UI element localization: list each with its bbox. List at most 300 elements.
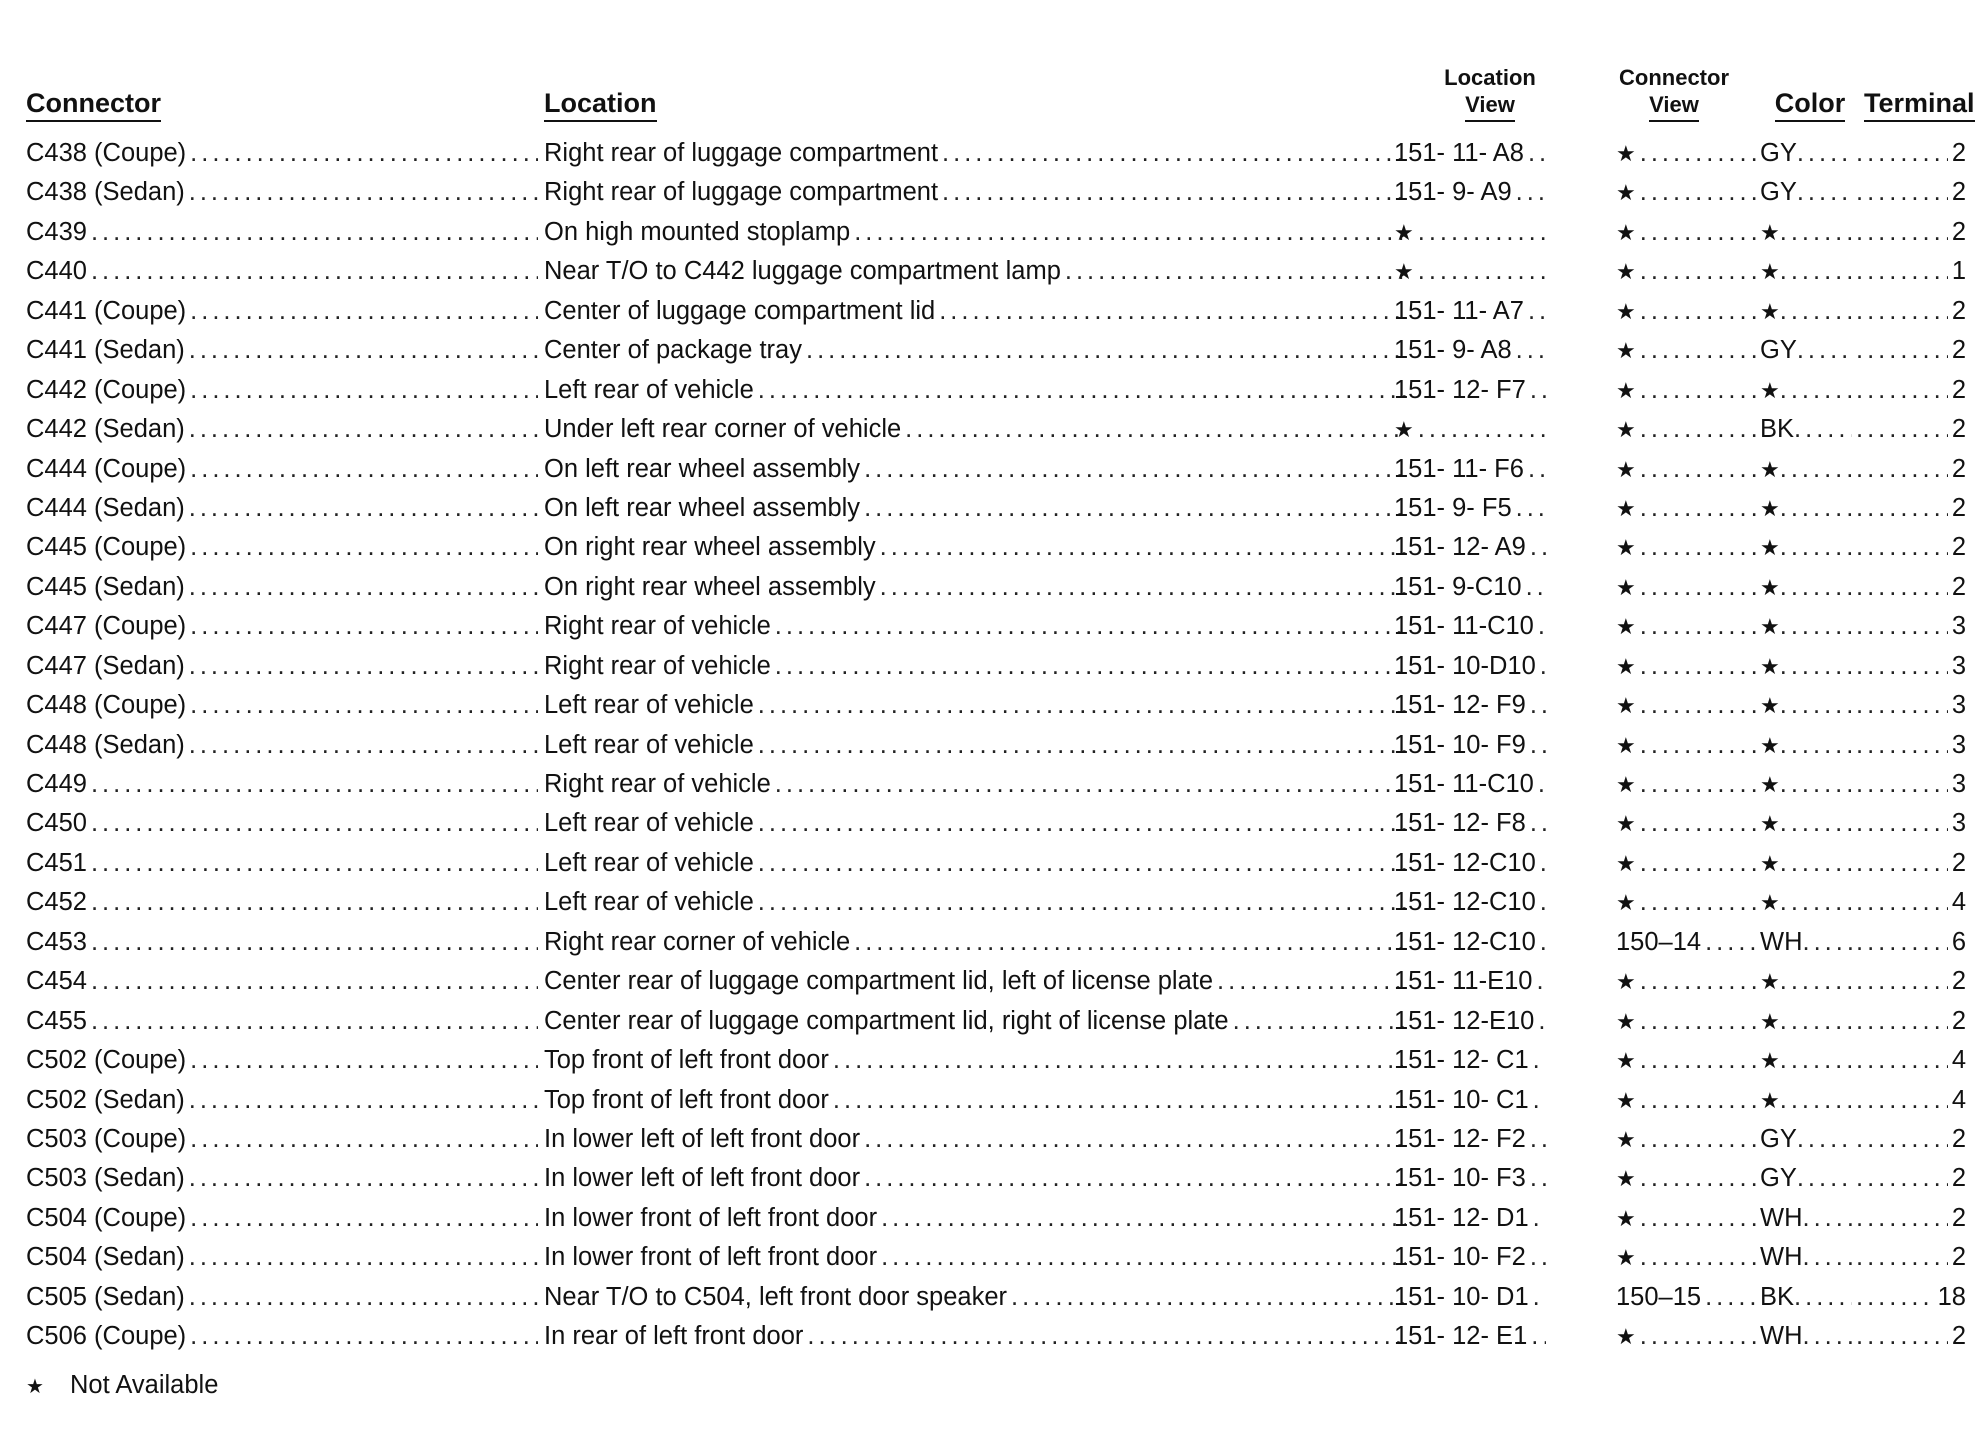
leader-dots	[190, 1317, 538, 1356]
terminal-cell	[1856, 568, 1966, 607]
leader-dots	[190, 607, 538, 646]
table-row	[26, 765, 1966, 804]
connector-view-cell	[1612, 134, 1756, 173]
location-cell	[544, 252, 1406, 291]
color-cell	[1756, 292, 1852, 331]
leader-dots	[1640, 173, 1756, 212]
leader-dots	[1533, 1199, 1546, 1238]
terminal-value: 2	[1951, 533, 1966, 562]
connector-id: C444 (Coupe)	[26, 450, 190, 489]
leader-dots	[190, 1120, 538, 1159]
leader-dots	[1640, 489, 1756, 528]
table-row	[26, 962, 1966, 1001]
location-text: Center rear of luggage compartment lid, left of license plate	[544, 962, 1217, 1001]
leader-dots	[1856, 765, 1948, 804]
location-text: Left rear of vehicle	[544, 726, 758, 765]
connector-view-value: ★	[1616, 1048, 1636, 1074]
terminal-cell	[1856, 962, 1966, 1001]
terminal-value: 2	[1951, 415, 1966, 444]
terminal-cell	[1856, 1238, 1966, 1277]
header-connector-label: Connector	[26, 88, 161, 122]
location-text: Left rear of vehicle	[544, 804, 758, 843]
connector-id: C447 (Coupe)	[26, 607, 190, 646]
leader-dots	[1780, 489, 1852, 528]
leader-dots	[189, 489, 538, 528]
leader-dots	[190, 1041, 538, 1080]
location-cell	[544, 726, 1406, 765]
location-view-cell	[1390, 528, 1546, 567]
leader-dots	[1856, 1081, 1948, 1120]
color-value: ★	[1760, 1008, 1780, 1034]
connector-cell	[26, 962, 538, 1001]
connector-view-cell	[1612, 726, 1756, 765]
leader-dots	[1856, 804, 1948, 843]
leader-dots	[758, 844, 1406, 883]
leader-dots	[1780, 1081, 1852, 1120]
connector-id: C440	[26, 252, 91, 291]
connector-id: C505 (Sedan)	[26, 1278, 189, 1317]
leader-dots	[91, 923, 538, 962]
connector-cell	[26, 371, 538, 410]
terminal-value: 2	[1951, 572, 1966, 601]
connector-view-cell	[1612, 1002, 1756, 1041]
color-value: GY	[1760, 336, 1797, 365]
location-cell	[544, 371, 1406, 410]
leader-dots	[1528, 134, 1546, 173]
connector-view-cell	[1612, 528, 1756, 567]
connector-view-cell	[1612, 371, 1756, 410]
table-row	[26, 252, 1966, 291]
location-cell	[544, 1041, 1406, 1080]
connector-view-value: ★	[1616, 811, 1636, 837]
connector-view-value: ★	[1616, 219, 1636, 245]
terminal-value: 2	[1951, 1006, 1966, 1035]
leader-dots	[190, 686, 538, 725]
location-text: Center of luggage compartment lid	[544, 292, 939, 331]
terminal-cell	[1856, 173, 1966, 212]
color-cell	[1756, 686, 1852, 725]
leader-dots	[1530, 804, 1546, 843]
connector-view-cell	[1612, 1120, 1756, 1159]
location-cell	[544, 607, 1406, 646]
table-row	[26, 331, 1966, 370]
leader-dots	[1780, 962, 1852, 1001]
leader-dots	[190, 134, 538, 173]
leader-dots	[864, 1159, 1406, 1198]
location-cell	[544, 804, 1406, 843]
color-cell	[1756, 1159, 1852, 1198]
location-view-value: 151- 9-C10	[1394, 572, 1522, 601]
terminal-cell	[1856, 1041, 1966, 1080]
connector-cell	[26, 765, 538, 804]
location-cell	[544, 173, 1406, 212]
connector-id: C450	[26, 804, 91, 843]
connector-view-value: ★	[1616, 890, 1636, 916]
terminal-cell	[1856, 1159, 1966, 1198]
leader-dots	[1528, 292, 1546, 331]
color-cell	[1756, 647, 1852, 686]
star-icon: ★	[26, 1375, 44, 1398]
leader-dots	[1856, 528, 1948, 567]
connector-view-value: ★	[1616, 614, 1636, 640]
leader-dots	[1526, 568, 1546, 607]
connector-id: C444 (Sedan)	[26, 489, 189, 528]
terminal-value: 3	[1951, 612, 1966, 641]
color-value: ★	[1760, 495, 1780, 521]
location-view-value: 151- 12- F7	[1394, 375, 1526, 404]
location-view-value: 151- 10-D10	[1394, 651, 1536, 680]
terminal-cell	[1856, 1002, 1966, 1041]
location-text: Left rear of vehicle	[544, 844, 758, 883]
color-value: ★	[1760, 890, 1780, 916]
color-value: BK	[1760, 1282, 1795, 1311]
leader-dots	[1705, 923, 1756, 962]
leader-dots	[1640, 1238, 1756, 1277]
leader-dots	[1233, 1002, 1406, 1041]
location-text: Top front of left front door	[544, 1041, 833, 1080]
color-value: WH	[1760, 1322, 1803, 1351]
connector-id: C445 (Sedan)	[26, 568, 189, 607]
leader-dots	[1780, 804, 1852, 843]
leader-dots	[1856, 1199, 1948, 1238]
table-row	[26, 883, 1966, 922]
leader-dots	[1705, 1278, 1756, 1317]
color-value: ★	[1760, 693, 1780, 719]
leader-dots	[939, 292, 1406, 331]
location-view-cell	[1390, 1199, 1546, 1238]
color-value: GY	[1760, 139, 1797, 167]
location-text: Under left rear corner of vehicle	[544, 410, 905, 449]
leader-dots	[864, 489, 1406, 528]
location-view-cell	[1390, 804, 1546, 843]
terminal-value: 4	[1951, 1085, 1966, 1114]
connector-cell	[26, 844, 538, 883]
location-text: Center of package tray	[544, 331, 806, 370]
leader-dots	[1640, 371, 1756, 410]
terminal-value: 4	[1951, 888, 1966, 917]
leader-dots	[1640, 804, 1756, 843]
leader-dots	[1640, 726, 1756, 765]
location-view-value: 151- 11-C10	[1394, 612, 1534, 641]
connector-cell	[26, 804, 538, 843]
color-cell	[1756, 1120, 1852, 1159]
location-view-cell	[1390, 292, 1546, 331]
location-view-value: 151- 12- F9	[1394, 691, 1526, 720]
leader-dots	[833, 1081, 1406, 1120]
header-location	[544, 88, 657, 122]
color-cell	[1756, 1278, 1852, 1317]
connector-view-value: ★	[1616, 495, 1636, 521]
leader-dots	[1856, 252, 1948, 291]
leader-dots	[1533, 1041, 1546, 1080]
leader-dots	[91, 883, 538, 922]
leader-dots	[880, 528, 1406, 567]
leader-dots	[1640, 450, 1756, 489]
location-text: Right rear corner of vehicle	[544, 923, 854, 962]
connector-view-cell	[1612, 450, 1756, 489]
leader-dots	[1640, 647, 1756, 686]
connector-id: C503 (Sedan)	[26, 1159, 189, 1198]
table-row	[26, 1238, 1966, 1277]
connector-id: C502 (Coupe)	[26, 1041, 190, 1080]
terminal-cell	[1856, 213, 1966, 252]
leader-dots	[1538, 765, 1546, 804]
terminal-value: 2	[1951, 967, 1966, 996]
leader-dots	[190, 371, 538, 410]
connector-cell	[26, 292, 538, 331]
leader-dots	[1856, 647, 1948, 686]
location-view-value: 151- 12- F2	[1394, 1124, 1526, 1153]
location-view-value: 151- 12-C10	[1394, 888, 1536, 917]
terminal-value: 4	[1951, 1046, 1966, 1075]
color-cell	[1756, 923, 1852, 962]
leader-dots	[1856, 686, 1948, 725]
color-cell	[1756, 173, 1852, 212]
location-view-value: 151- 11-C10	[1394, 770, 1534, 798]
table-row	[26, 489, 1966, 528]
leader-dots	[1856, 450, 1948, 489]
terminal-cell	[1856, 252, 1966, 291]
connector-cell	[26, 173, 538, 212]
color-value: WH	[1760, 1203, 1803, 1232]
leader-dots	[1640, 252, 1756, 291]
leader-dots	[1780, 883, 1852, 922]
connector-view-value: ★	[1616, 298, 1636, 324]
location-view-cell	[1390, 213, 1546, 252]
leader-dots	[1640, 765, 1756, 804]
leader-dots	[1640, 1159, 1756, 1198]
table-row	[26, 1278, 1966, 1317]
leader-dots	[775, 647, 1406, 686]
leader-dots	[1797, 331, 1852, 370]
connector-view-cell	[1612, 804, 1756, 843]
location-view-cell	[1390, 1002, 1546, 1041]
location-cell	[544, 1238, 1406, 1277]
location-text: Right rear of vehicle	[544, 607, 775, 646]
leader-dots	[1797, 134, 1852, 173]
leader-dots	[1856, 1120, 1948, 1159]
location-view-value: 151- 11- A8	[1394, 139, 1524, 167]
table-row	[26, 923, 1966, 962]
terminal-cell	[1856, 331, 1966, 370]
table-row	[26, 410, 1966, 449]
color-value: ★	[1760, 1087, 1780, 1113]
connector-id: C506 (Coupe)	[26, 1317, 190, 1356]
leader-dots	[758, 686, 1406, 725]
connector-view-value: ★	[1616, 417, 1636, 443]
connector-view-value: 150–14	[1616, 927, 1702, 956]
terminal-cell	[1856, 450, 1966, 489]
leader-dots	[1640, 607, 1756, 646]
color-value: ★	[1760, 772, 1780, 797]
color-value: ★	[1760, 850, 1780, 876]
connector-id: C448 (Coupe)	[26, 686, 190, 725]
connector-view-cell	[1612, 568, 1756, 607]
color-value: GY	[1760, 1124, 1797, 1153]
color-value: GY	[1760, 178, 1797, 207]
connector-view-value: ★	[1616, 969, 1636, 995]
table-row	[26, 1317, 1966, 1356]
header-location-view	[1438, 64, 1542, 122]
leader-dots	[1856, 1041, 1948, 1080]
color-cell	[1756, 1041, 1852, 1080]
color-cell	[1756, 726, 1852, 765]
leader-dots	[1856, 410, 1948, 449]
location-text: Center rear of luggage compartment lid, right of license plate	[544, 1002, 1233, 1041]
location-view-cell	[1390, 489, 1546, 528]
leader-dots	[758, 804, 1406, 843]
leader-dots	[1797, 173, 1852, 212]
table-body	[26, 134, 1966, 1357]
connector-view-value: ★	[1616, 772, 1636, 797]
leader-dots	[854, 213, 1406, 252]
leader-dots	[1856, 371, 1948, 410]
location-view-cell	[1390, 134, 1546, 173]
location-text: Right rear of luggage compartment	[544, 173, 942, 212]
leader-dots	[1640, 883, 1756, 922]
location-cell	[544, 1002, 1406, 1041]
connector-view-cell	[1612, 1041, 1756, 1080]
terminal-cell	[1856, 134, 1966, 173]
location-view-value: 151- 12-C10	[1394, 927, 1536, 956]
leader-dots	[1794, 410, 1852, 449]
leader-dots	[190, 1199, 538, 1238]
color-value: WH	[1760, 1243, 1803, 1272]
leader-dots	[1640, 1002, 1756, 1041]
location-view-cell	[1390, 726, 1546, 765]
location-text: In lower left of left front door	[544, 1159, 864, 1198]
color-cell	[1756, 213, 1852, 252]
location-view-cell	[1390, 331, 1546, 370]
connector-view-value: ★	[1616, 1324, 1636, 1350]
leader-dots	[1797, 1159, 1852, 1198]
table-header	[26, 52, 1975, 122]
location-view-cell	[1390, 1317, 1546, 1356]
leader-dots	[1540, 883, 1546, 922]
location-cell	[544, 1081, 1406, 1120]
leader-dots	[1530, 528, 1546, 567]
terminal-cell	[1856, 1081, 1966, 1120]
connector-id: C503 (Coupe)	[26, 1120, 190, 1159]
terminal-value: 2	[1951, 296, 1966, 325]
leader-dots	[189, 568, 538, 607]
connector-view-cell	[1612, 1278, 1756, 1317]
location-view-cell	[1390, 962, 1546, 1001]
leader-dots	[1516, 173, 1546, 212]
leader-dots	[189, 331, 538, 370]
connector-view-cell	[1612, 1317, 1756, 1356]
leader-dots	[1780, 1041, 1852, 1080]
table-row	[26, 1041, 1966, 1080]
leader-dots	[758, 371, 1406, 410]
leader-dots	[1780, 450, 1852, 489]
terminal-cell	[1856, 1278, 1966, 1317]
leader-dots	[189, 1278, 538, 1317]
location-view-cell	[1390, 1159, 1546, 1198]
location-cell	[544, 528, 1406, 567]
location-cell	[544, 844, 1406, 883]
leader-dots	[1856, 962, 1948, 1001]
terminal-value: 18	[1937, 1282, 1966, 1311]
leader-dots	[1530, 726, 1546, 765]
leader-dots	[905, 410, 1406, 449]
color-value: ★	[1760, 298, 1780, 324]
location-view-cell	[1390, 173, 1546, 212]
leader-dots	[1640, 1041, 1756, 1080]
connector-view-value: ★	[1616, 1126, 1636, 1152]
location-view-cell	[1390, 607, 1546, 646]
location-view-cell	[1390, 647, 1546, 686]
connector-id: C441 (Sedan)	[26, 331, 189, 370]
terminal-cell	[1856, 371, 1966, 410]
color-cell	[1756, 1081, 1852, 1120]
connector-cell	[26, 528, 538, 567]
leader-dots	[1780, 686, 1852, 725]
header-location-view-line1: Location	[1444, 65, 1536, 90]
leader-dots	[1802, 1238, 1852, 1277]
table-row	[26, 450, 1966, 489]
leader-dots	[1536, 962, 1546, 1001]
leader-dots	[1856, 1278, 1934, 1317]
header-connector-view-line2: View	[1649, 91, 1699, 122]
header-location-view-line2: View	[1465, 91, 1515, 122]
connector-cell	[26, 1120, 538, 1159]
table-row	[26, 686, 1966, 725]
location-view-cell	[1390, 1238, 1546, 1277]
table-row	[26, 844, 1966, 883]
location-text: Top front of left front door	[544, 1081, 833, 1120]
location-view-value: 151- 9- F5	[1394, 493, 1512, 522]
table-row	[26, 292, 1966, 331]
leader-dots	[1780, 252, 1852, 291]
location-view-value: 151- 11-E10	[1394, 967, 1533, 996]
terminal-cell	[1856, 765, 1966, 804]
location-view-value: ★	[1394, 219, 1414, 245]
terminal-value: 2	[1951, 454, 1966, 483]
leader-dots	[1780, 844, 1852, 883]
location-text: Near T/O to C504, left front door speaker	[544, 1278, 1011, 1317]
connector-cell	[26, 1278, 538, 1317]
connector-view-cell	[1612, 1081, 1756, 1120]
color-value: ★	[1760, 614, 1780, 640]
leader-dots	[1856, 331, 1948, 370]
terminal-value: 2	[1951, 336, 1966, 365]
location-cell	[544, 292, 1406, 331]
leader-dots	[806, 331, 1406, 370]
connector-id: C442 (Coupe)	[26, 371, 190, 410]
location-view-value: 151- 10- D1	[1394, 1282, 1529, 1311]
leader-dots	[1530, 1159, 1546, 1198]
leader-dots	[190, 450, 538, 489]
terminal-value: 2	[1951, 1124, 1966, 1153]
leader-dots	[1856, 568, 1948, 607]
connector-view-value: ★	[1616, 1205, 1636, 1231]
color-cell	[1756, 962, 1852, 1001]
location-text: On high mounted stoplamp	[544, 213, 854, 252]
connector-cell	[26, 331, 538, 370]
terminal-value: 2	[1951, 1243, 1966, 1272]
leader-dots	[942, 173, 1406, 212]
location-view-value: 151- 12- C1	[1394, 1046, 1529, 1075]
location-view-value: ★	[1394, 417, 1414, 443]
leader-dots	[1538, 1002, 1546, 1041]
connector-id: C441 (Coupe)	[26, 292, 190, 331]
connector-view-value: ★	[1616, 377, 1636, 403]
leader-dots	[1640, 1199, 1756, 1238]
connector-cell	[26, 1159, 538, 1198]
terminal-value: 3	[1951, 809, 1966, 838]
location-view-value: 151- 9- A8	[1394, 336, 1512, 365]
